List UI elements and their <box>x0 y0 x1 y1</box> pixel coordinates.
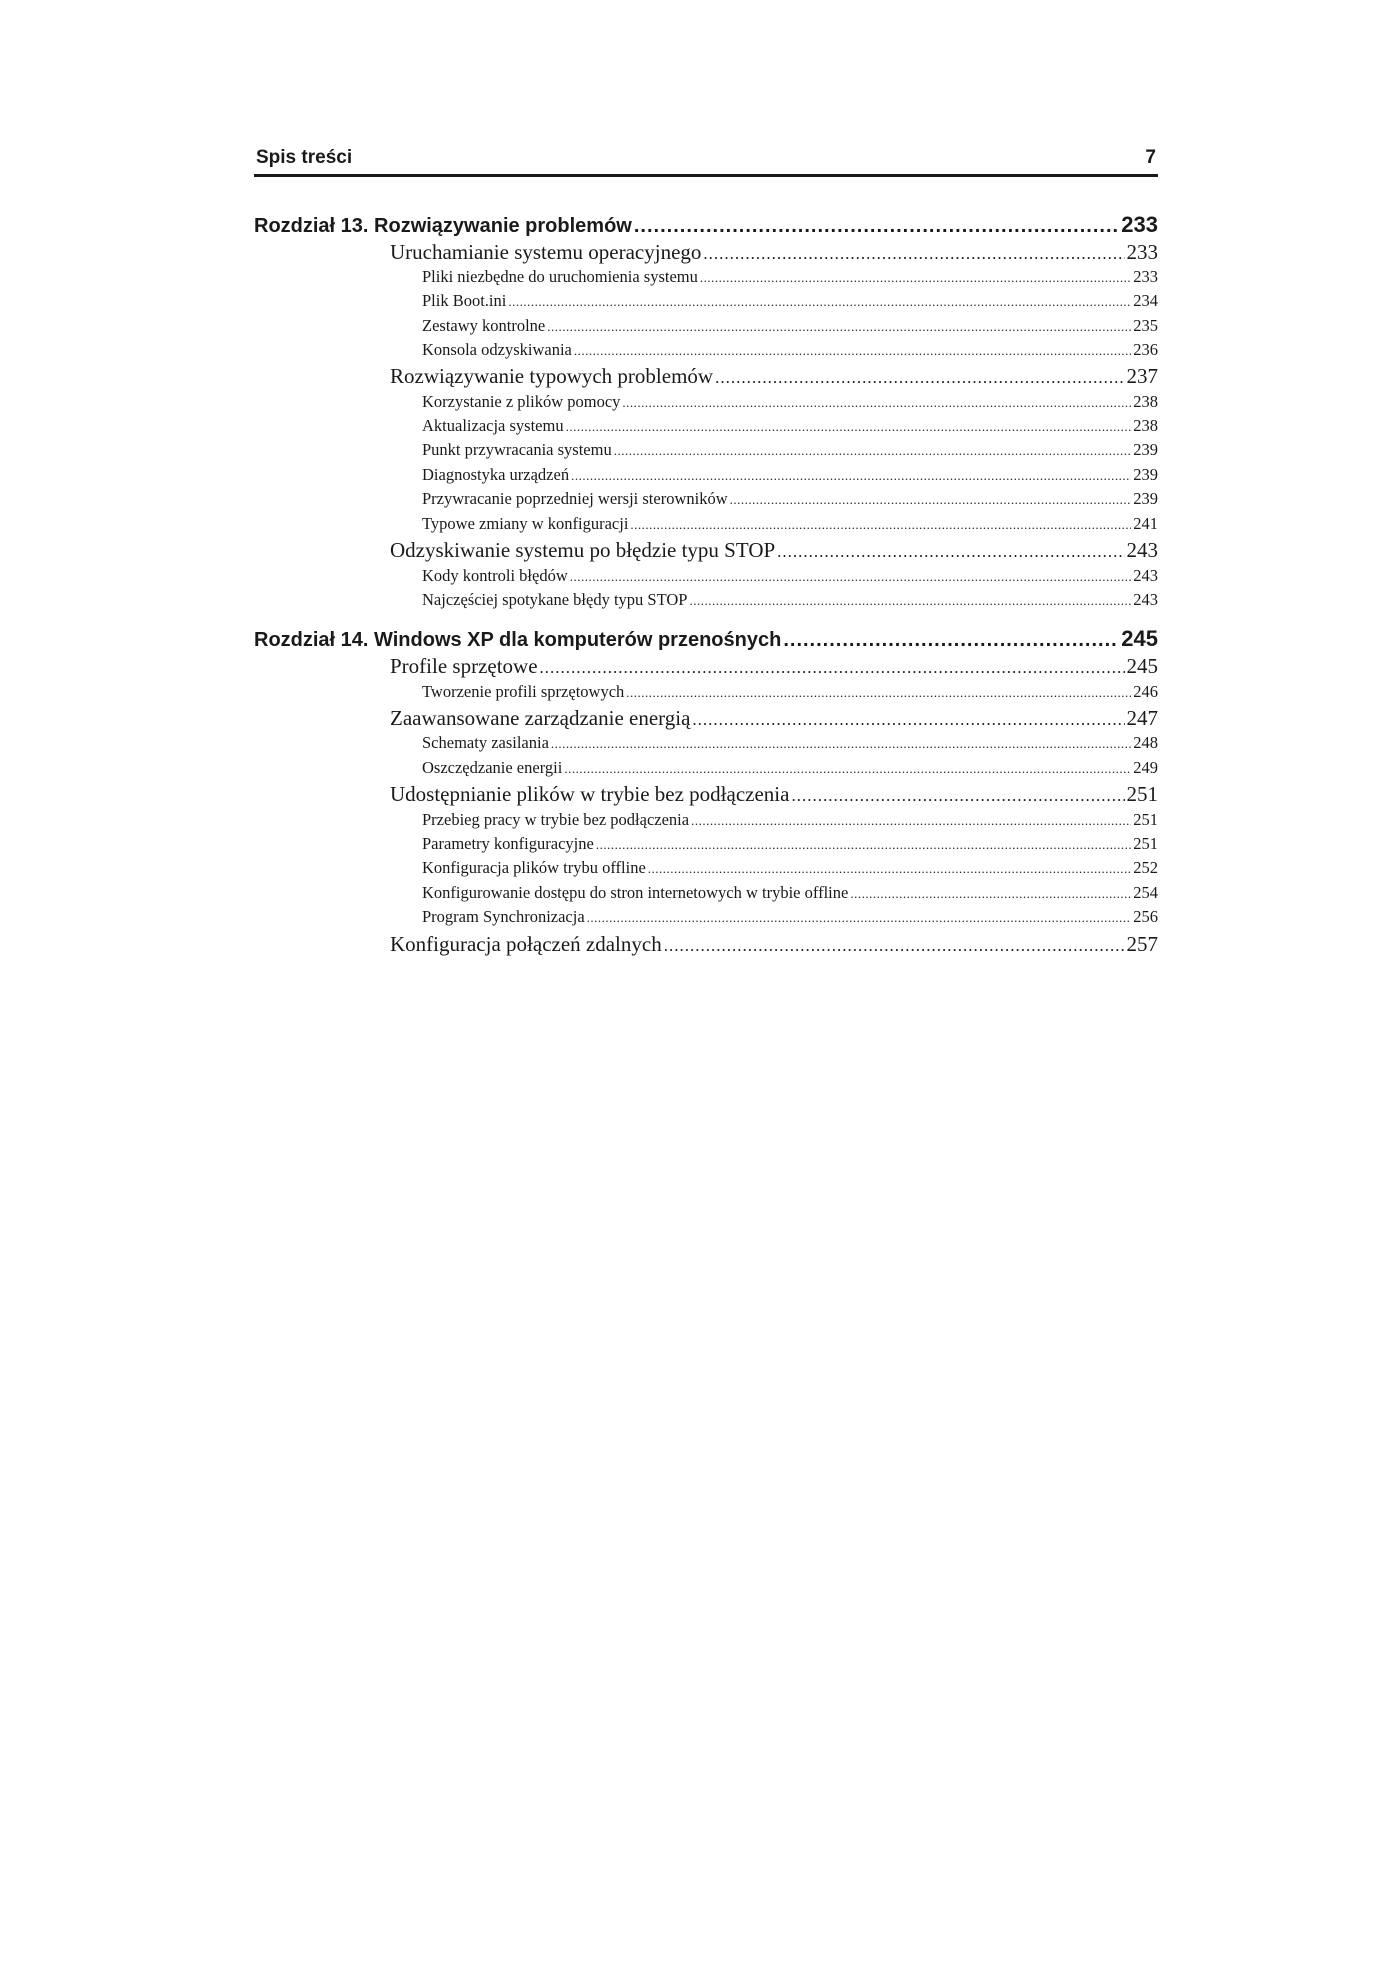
toc-entry-page: 233 <box>1126 240 1158 264</box>
leader-dots <box>571 468 1131 484</box>
leader-dots <box>551 736 1131 752</box>
toc-entry-page: 251 <box>1133 834 1158 853</box>
toc-subsection[interactable] <box>422 883 1158 903</box>
toc-subsection[interactable] <box>422 907 1158 927</box>
toc-entry-title: Program Synchronizacja <box>422 907 585 926</box>
toc-entry-title: Uruchamianie systemu operacyjnego <box>390 240 702 264</box>
toc-subsection[interactable] <box>422 416 1158 436</box>
toc-entry-title: Rozdział 14. Windows XP dla komputerów przenośnych <box>254 629 782 651</box>
toc-entry-title: Przebieg pracy w trybie bez podłączenia <box>422 810 690 829</box>
leader-dots <box>700 270 1131 286</box>
leader-dots <box>540 658 1125 678</box>
toc-subsection[interactable] <box>422 858 1158 878</box>
running-header-title: Spis treści <box>256 147 353 168</box>
leader-dots <box>614 443 1132 459</box>
toc-entry-page: 233 <box>1133 267 1158 286</box>
leader-dots <box>664 936 1125 956</box>
toc-section[interactable] <box>390 706 1158 731</box>
toc-entry-page: 251 <box>1126 782 1158 806</box>
leader-dots <box>691 813 1131 829</box>
toc-entry-title: Typowe zmiany w konfiguracji <box>422 514 629 533</box>
toc-entry-title: Punkt przywracania systemu <box>422 440 612 459</box>
toc-subsection[interactable] <box>422 682 1158 702</box>
toc-entry-page: 239 <box>1133 489 1158 508</box>
toc-section[interactable] <box>390 782 1158 807</box>
toc-subsection[interactable] <box>422 440 1158 460</box>
toc-subsection[interactable] <box>422 392 1158 412</box>
running-header-page-number: 7 <box>1145 147 1156 168</box>
leader-dots <box>587 910 1132 926</box>
toc-entry-page: 238 <box>1133 416 1158 435</box>
leader-dots <box>791 786 1124 806</box>
toc-entry-title: Konsola odzyskiwania <box>422 340 572 359</box>
toc-entry-page: 236 <box>1133 340 1158 359</box>
toc-entry-page: 239 <box>1133 440 1158 459</box>
toc-entry-page: 254 <box>1133 883 1158 902</box>
toc-subsection[interactable] <box>422 810 1158 830</box>
toc-entry-title: Plik Boot.ini <box>422 291 507 310</box>
toc-entry-page: 238 <box>1133 392 1158 411</box>
toc-subsection[interactable] <box>422 465 1158 485</box>
leader-dots <box>574 343 1131 359</box>
toc-entry-title: Oszczędzanie energii <box>422 758 563 777</box>
toc-entry-title: Pliki niezbędne do uruchomienia systemu <box>422 267 698 286</box>
toc-entry-title: Kody kontroli błędów <box>422 566 568 585</box>
toc-entry-page: 237 <box>1126 364 1158 388</box>
toc-entry-page: 243 <box>1133 566 1158 585</box>
toc-subsection[interactable] <box>422 590 1158 610</box>
toc-section[interactable] <box>390 240 1158 265</box>
toc-subsection[interactable] <box>422 733 1158 753</box>
leader-dots <box>783 629 1119 652</box>
toc-entry-page: 246 <box>1133 682 1158 701</box>
toc-chapter-14[interactable] <box>254 626 1158 652</box>
toc-entry-title: Tworzenie profili sprzętowych <box>422 682 625 701</box>
toc-entry-page: 249 <box>1133 758 1158 777</box>
leader-dots <box>622 395 1131 411</box>
toc-entry-title: Rozwiązywanie typowych problemów <box>390 364 714 388</box>
toc-entry-title: Przywracanie poprzedniej wersji sterowników <box>422 489 728 508</box>
leader-dots <box>630 517 1131 533</box>
running-header <box>254 144 1158 177</box>
toc-entry-title: Udostępnianie plików w trybie bez podłączenia <box>390 782 790 806</box>
toc-entry-page: 245 <box>1121 626 1158 651</box>
toc-entry-page: 245 <box>1126 654 1158 678</box>
toc-chapter-13[interactable] <box>254 212 1158 238</box>
leader-dots <box>648 861 1131 877</box>
leader-dots <box>730 492 1132 508</box>
toc-entry-page: 239 <box>1133 465 1158 484</box>
toc-entry-title: Odzyskiwanie systemu po błędzie typu STOP <box>390 538 776 562</box>
leader-dots <box>850 886 1131 902</box>
toc-entry-title: Diagnostyka urządzeń <box>422 465 570 484</box>
toc-subsection[interactable] <box>422 489 1158 509</box>
toc-entry-title: Profile sprzętowe <box>390 654 538 678</box>
toc-entry-title: Schematy zasilania <box>422 733 549 752</box>
toc-entry-page: 243 <box>1126 538 1158 562</box>
toc-entry-title: Zestawy kontrolne <box>422 316 546 335</box>
toc-subsection[interactable] <box>422 267 1158 287</box>
leader-dots <box>508 294 1131 310</box>
toc-entry-page: 251 <box>1133 810 1158 829</box>
toc-entry-page: 243 <box>1133 590 1158 609</box>
toc-subsection[interactable] <box>422 340 1158 360</box>
leader-dots <box>689 593 1131 609</box>
toc-entry-title: Rozdział 13. Rozwiązywanie problemów <box>254 215 632 237</box>
toc-section[interactable] <box>390 654 1158 679</box>
leader-dots <box>715 368 1124 388</box>
leader-dots <box>547 319 1131 335</box>
toc-subsection[interactable] <box>422 758 1158 778</box>
leader-dots <box>777 542 1124 562</box>
toc-entry-page: 247 <box>1126 706 1158 730</box>
toc-subsection[interactable] <box>422 834 1158 854</box>
toc-entry-page: 257 <box>1126 932 1158 956</box>
toc-entry-title: Konfiguracja plików trybu offline <box>422 858 646 877</box>
toc-section[interactable] <box>390 364 1158 389</box>
toc-entry-title: Zaawansowane zarządzanie energią <box>390 706 691 730</box>
toc-entry-page: 234 <box>1133 291 1158 310</box>
leader-dots <box>626 685 1131 701</box>
toc-subsection[interactable] <box>422 316 1158 336</box>
leader-dots <box>596 837 1131 853</box>
toc-entry-title: Parametry konfiguracyjne <box>422 834 594 853</box>
leader-dots <box>634 215 1119 238</box>
toc-entry-page: 248 <box>1133 733 1158 752</box>
toc-entry-title: Najczęściej spotykane błędy typu STOP <box>422 590 688 609</box>
toc-entry-title: Konfigurowanie dostępu do stron internetowych w trybie offline <box>422 883 849 902</box>
toc-section[interactable] <box>390 538 1158 563</box>
toc-entry-page: 256 <box>1133 907 1158 926</box>
leader-dots <box>564 761 1131 777</box>
leader-dots <box>703 244 1124 264</box>
toc-subsection[interactable] <box>422 514 1158 534</box>
toc-entry-page: 235 <box>1133 316 1158 335</box>
toc-entry-title: Aktualizacja systemu <box>422 416 564 435</box>
toc-entry-page: 241 <box>1133 514 1158 533</box>
leader-dots <box>692 710 1124 730</box>
toc-entry-page: 252 <box>1133 858 1158 877</box>
toc-section[interactable] <box>390 932 1158 957</box>
toc-subsection[interactable] <box>422 291 1158 311</box>
toc-entry-title: Konfiguracja połączeń zdalnych <box>390 932 662 956</box>
toc-entry-title: Korzystanie z plików pomocy <box>422 392 621 411</box>
toc-subsection[interactable] <box>422 566 1158 586</box>
toc-entry-page: 233 <box>1121 212 1158 237</box>
leader-dots <box>566 419 1132 435</box>
leader-dots <box>570 569 1132 585</box>
